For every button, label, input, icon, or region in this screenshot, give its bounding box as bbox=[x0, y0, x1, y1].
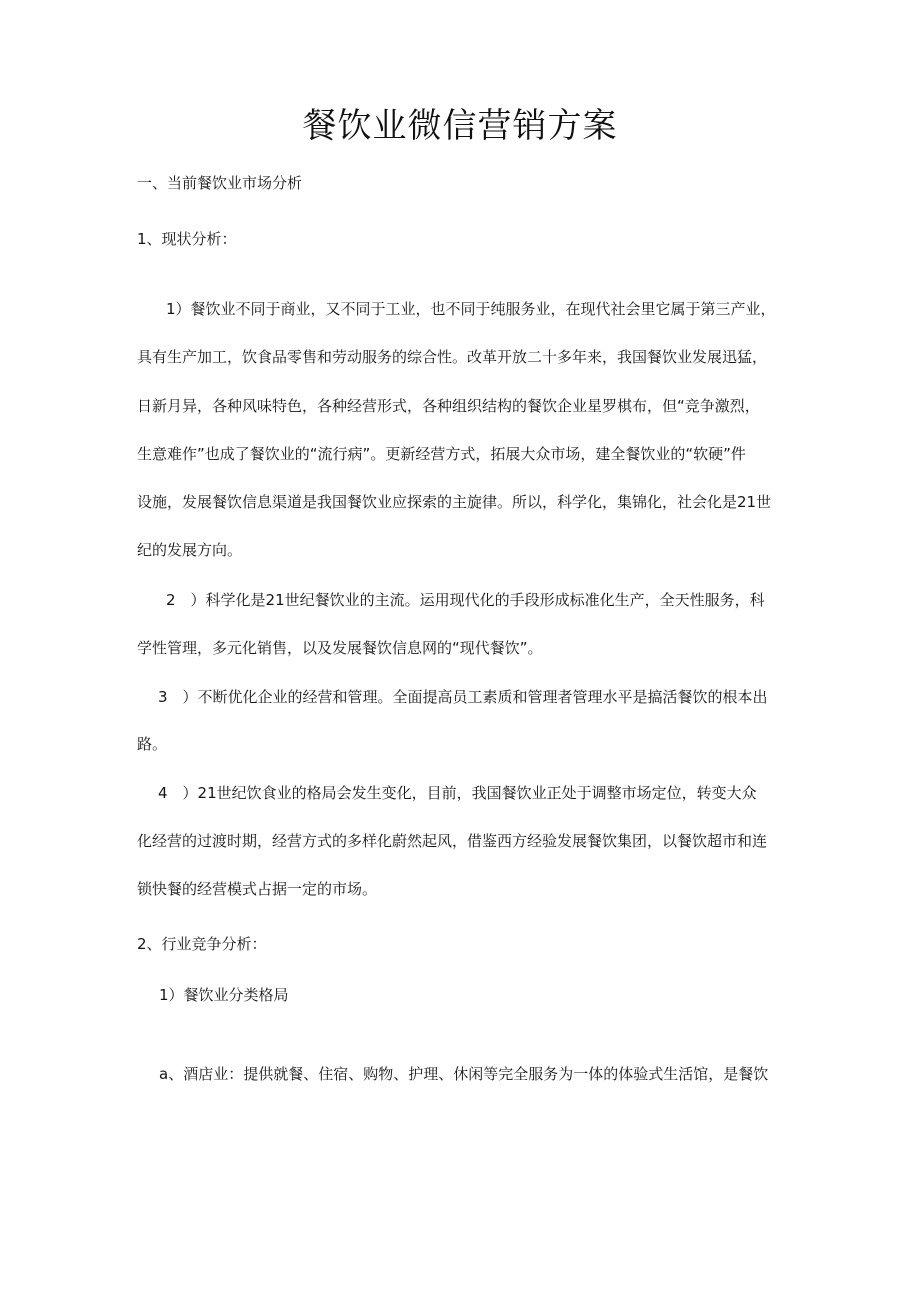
list-item-heading: 1）餐饮业分类格局 bbox=[159, 986, 289, 1004]
paragraph-line: 1）餐饮业不同于商业，又不同于工业，也不同于纯服务业，在现代社会里它属于第三产业， bbox=[166, 300, 776, 318]
subsection-heading-competition: 2、行业竞争分析： bbox=[137, 935, 267, 953]
paragraph-line: 3 ）不断优化企业的经营和管理。全面提高员工素质和管理者管理水平是搞活餐饮的根本出 bbox=[158, 688, 768, 706]
paragraph-line: 路。 bbox=[137, 735, 168, 753]
paragraph-line: 具有生产加工，饮食品零售和劳动服务的综合性。改革开放二十多年来，我国餐饮业发展迅猛， bbox=[137, 348, 768, 366]
paragraph-line: 化经营的过渡时期，经营方式的多样化蔚然起风，借鉴西方经验发展餐饮集团，以餐饮超市和连 bbox=[137, 832, 768, 850]
paragraph-line: 锁快餐的经营模式占据一定的市场。 bbox=[137, 880, 378, 898]
paragraph-line: a、酒店业：提供就餐、住宿、购物、护理、休闲等完全服务为一体的体验式生活馆，是餐饮 bbox=[159, 1065, 769, 1083]
paragraph-line: 日新月异，各种风味特色，各种经营形式，各种组织结构的餐饮企业星罗棋布，但“竞争激烈， bbox=[137, 397, 760, 415]
section-heading-market-analysis: 一、当前餐饮业市场分析 bbox=[137, 174, 303, 192]
document-title: 餐饮业微信营销方案 bbox=[302, 106, 618, 146]
paragraph-line: 设施，发展餐饮信息渠道是我国餐饮业应探索的主旋律。所以，科学化，集锦化，社会化是21世 bbox=[137, 493, 772, 511]
paragraph-line: 纪的发展方向。 bbox=[137, 541, 243, 559]
paragraph-line: 2 ）科学化是21世纪餐饮业的主流。运用现代化的手段形成标准化生产，全天性服务，科 bbox=[166, 591, 765, 609]
paragraph-line: 学性管理，多元化销售，以及发展餐饮信息网的“现代餐饮”。 bbox=[137, 639, 543, 657]
paragraph-line: 4 ）21世纪饮食业的格局会发生变化，目前，我国餐饮业正处于调整市场定位，转变大众 bbox=[158, 784, 757, 802]
paragraph-line: 生意难作”也成了餐饮业的“流行病”。更新经营方式，拓展大众市场，建全餐饮业的“软硬”件 bbox=[137, 445, 746, 463]
subsection-heading-status: 1、现状分析： bbox=[137, 230, 237, 248]
